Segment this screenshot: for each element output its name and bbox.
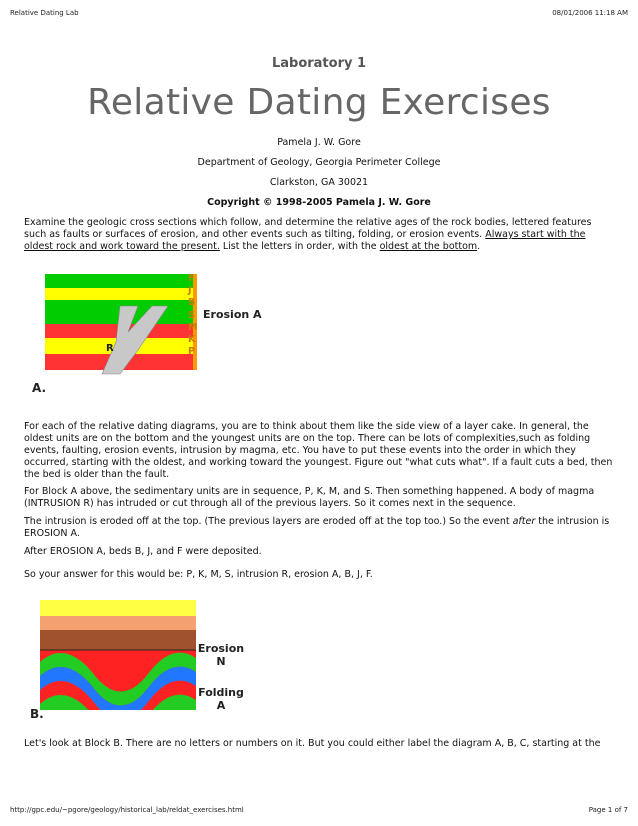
- layer-brown: [40, 630, 196, 650]
- paragraph-block-b: Let's look at Block B. There are no letters or numbers on it. But you could either label the diagram A, B, C, starting at the: [24, 738, 601, 749]
- p3-emphasis: after: [512, 516, 536, 527]
- paragraph-after-erosion: After EROSION A, beds B, J, and F were deposited.: [24, 546, 262, 557]
- paragraph-block-a: For Block A above, the sedimentary units are in sequence, P, K, M, and S. Then something happened. A body of magma (INTRUSION R) has intruded or cut through all of the previous layers. So it comes next in the sequence.: [24, 486, 595, 509]
- author: Pamela J. W. Gore: [277, 137, 361, 148]
- intro-text-1: Examine the geologic cross sections which follow, and determine the relative ages of the rock bodies, lettered features such as faults or surfaces of erosion, and other events such as tilting, folding, or erosion events.: [24, 217, 592, 240]
- folding-word: Folding: [198, 686, 244, 699]
- footer-page-number: Page 1 of 7: [588, 806, 628, 814]
- intro-paragraph: [24, 217, 616, 253]
- folding-a-label: [197, 686, 245, 712]
- layer-salmon: [40, 616, 196, 630]
- erosion-a-label: Erosion A: [203, 308, 262, 321]
- folding-letter: A: [216, 699, 226, 712]
- erosion-n-label: [197, 642, 245, 668]
- intro-text-2: List the letters in order, with the: [219, 241, 380, 252]
- page-footer: [10, 806, 628, 814]
- label-k: K: [188, 334, 196, 346]
- bed-f: [45, 274, 193, 288]
- paragraph-layer-cake: For each of the relative dating diagrams, you are to think about them like the side view of a layer cake. In general, the oldest units are on the bottom and the youngest units are on the top. There can be lots of complexities,such as folding events, faulting, erosion events, intrusion by magma, etc. You have to put these events into the order in which they occurred, starting with the oldest, and working toward the youngest. Figure out "what cuts what". If a fault cuts a bed, then the bed is older than the fault.: [24, 421, 613, 480]
- layer-yellow: [40, 600, 196, 616]
- header-title: Relative Dating Lab: [10, 9, 79, 17]
- intro-text-3: .: [477, 241, 481, 252]
- intro-underline-2: oldest at the bottom: [379, 241, 478, 252]
- erosion-letter: N: [216, 655, 226, 668]
- label-m: M: [188, 321, 198, 333]
- figure-a-bed-labels: [188, 273, 197, 358]
- footer-url: http://gpc.edu/~pgore/geology/historical_lab/reldat_exercises.html: [10, 806, 244, 814]
- label-s: S: [188, 309, 195, 321]
- page-header: [10, 9, 628, 17]
- p3-text-b: the intrusion is EROSION A.: [24, 516, 610, 539]
- erosion-word: Erosion: [197, 642, 245, 655]
- figure-a-caption: A.: [32, 381, 47, 395]
- lab-label: Laboratory 1: [271, 56, 367, 71]
- header-timestamp: 08/01/2006 11:18 AM: [552, 9, 628, 17]
- paragraph-answer: So your answer for this would be: P, K, M, S, intrusion R, erosion A, B, J, F.: [24, 569, 373, 580]
- label-f: F: [188, 273, 195, 284]
- bed-j: [45, 288, 193, 300]
- figure-a: [20, 262, 270, 402]
- label-j: J: [188, 285, 192, 297]
- paragraph-intrusion: [24, 516, 616, 540]
- page-title: Relative Dating Exercises: [87, 82, 551, 123]
- copyright: Copyright © 1998-2005 Pamela J. W. Gore: [207, 197, 431, 208]
- label-b: B: [188, 297, 196, 309]
- intro-underline-1: Always start with the oldest rock and work toward the present.: [24, 229, 586, 252]
- intrusion-r-label: R: [106, 343, 114, 354]
- department: Department of Geology, Georgia Perimeter College: [197, 157, 441, 168]
- location: Clarkston, GA 30021: [269, 177, 369, 188]
- p3-text-a: The intrusion is eroded off at the top. (The previous layers are eroded off at the top too.) So the event: [24, 516, 513, 527]
- figure-b-caption: B.: [30, 707, 44, 721]
- label-p: P: [188, 346, 195, 358]
